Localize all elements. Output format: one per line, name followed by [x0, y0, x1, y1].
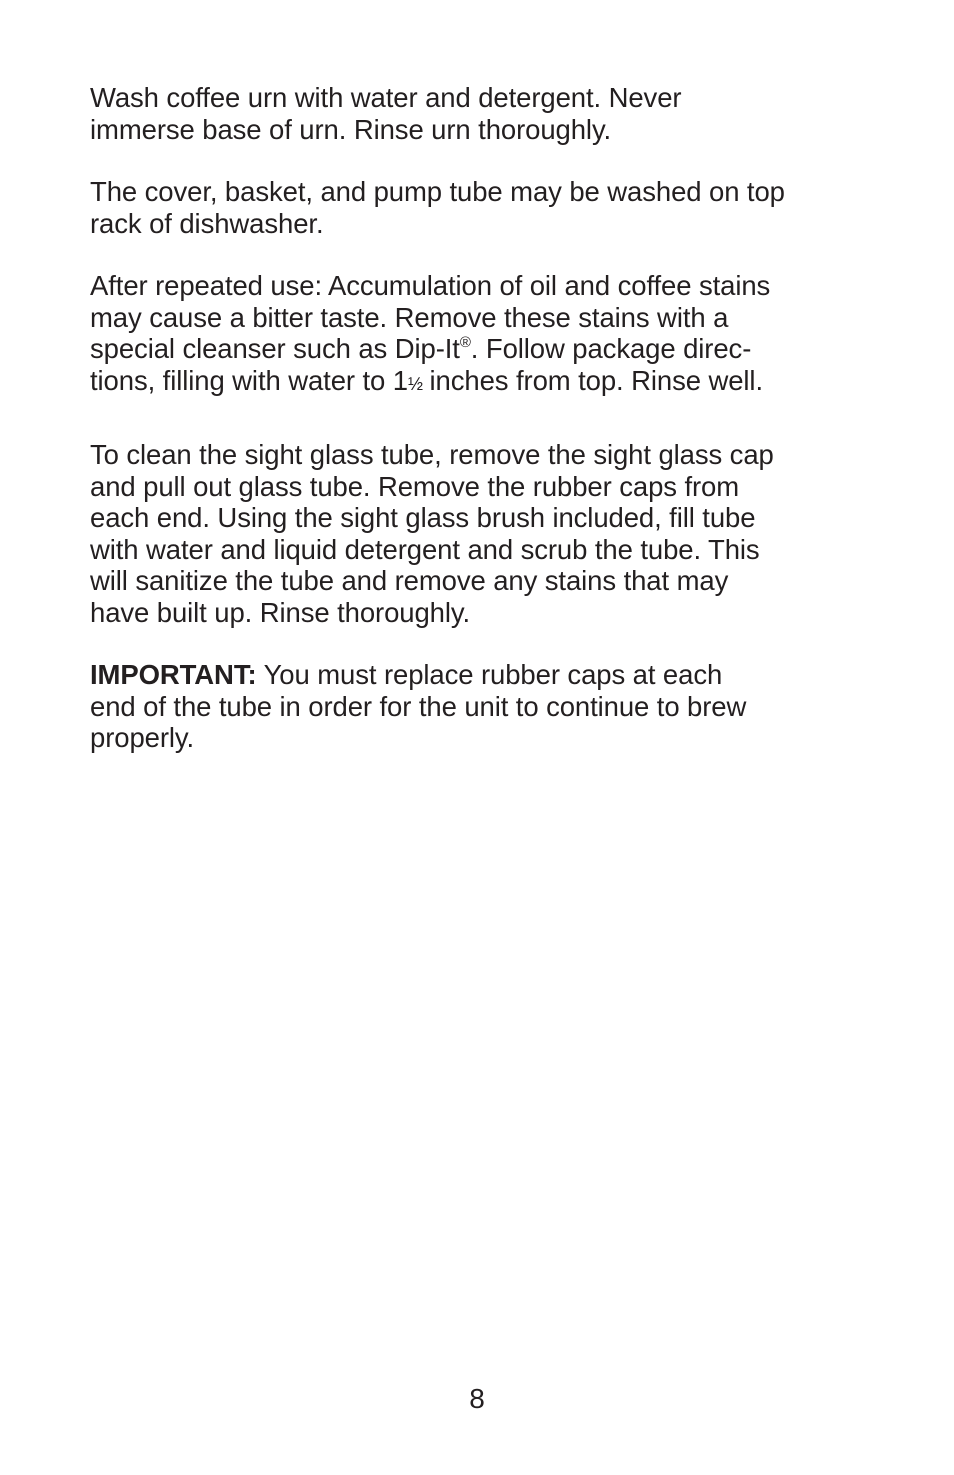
text-line: with water and liquid detergent and scrub the tube. This	[90, 533, 760, 565]
text-line: To clean the sight glass tube, remove the sight glass cap	[90, 439, 774, 470]
text-segment: tions, filling with water to 1	[90, 364, 408, 396]
registered-mark: ®	[459, 334, 471, 351]
text-segment: inches from top. Rinse well.	[422, 364, 763, 396]
text-line: Wash coffee urn with water and detergent. Never	[90, 82, 682, 113]
text-line: immerse base of urn. Rinse urn thoroughly.	[90, 113, 612, 145]
text-line: have built up. Rinse thoroughly.	[90, 596, 471, 628]
text-line: will sanitize the tube and remove any stains that may	[90, 565, 729, 596]
text-line: The cover, basket, and pump tube may be washed on top	[90, 176, 785, 207]
text-line	[90, 365, 880, 401]
text-line: After repeated use: Accumulation of oil and coffee stains	[90, 270, 771, 301]
page-number: 8	[469, 1383, 485, 1414]
text-line: properly.	[90, 722, 195, 753]
text-line: may cause a bitter taste. Remove these stains with a	[90, 301, 729, 333]
text-line: end of the tube in order for the unit to continue to brew	[90, 690, 747, 722]
text-line	[90, 333, 880, 365]
text-segment: . Follow package direc-	[470, 333, 752, 364]
important-label: IMPORTANT:	[90, 659, 257, 690]
text-segment: special cleanser such as Dip-It	[90, 333, 460, 364]
wash-paragraph	[90, 82, 880, 145]
text-segment: You must replace rubber caps at each	[256, 659, 723, 690]
text-line: each end. Using the sight glass brush included, fill tube	[90, 502, 756, 533]
text-line	[90, 659, 880, 691]
text-line: and pull out glass tube. Remove the rubber caps from	[90, 470, 740, 502]
fraction-half: ½	[407, 373, 422, 394]
sight-glass-paragraph	[90, 439, 880, 628]
important-paragraph	[90, 659, 880, 754]
page-content	[90, 82, 880, 785]
repeated-use-paragraph	[90, 270, 880, 400]
text-line: rack of dishwasher.	[90, 207, 324, 239]
dishwasher-paragraph	[90, 176, 880, 239]
